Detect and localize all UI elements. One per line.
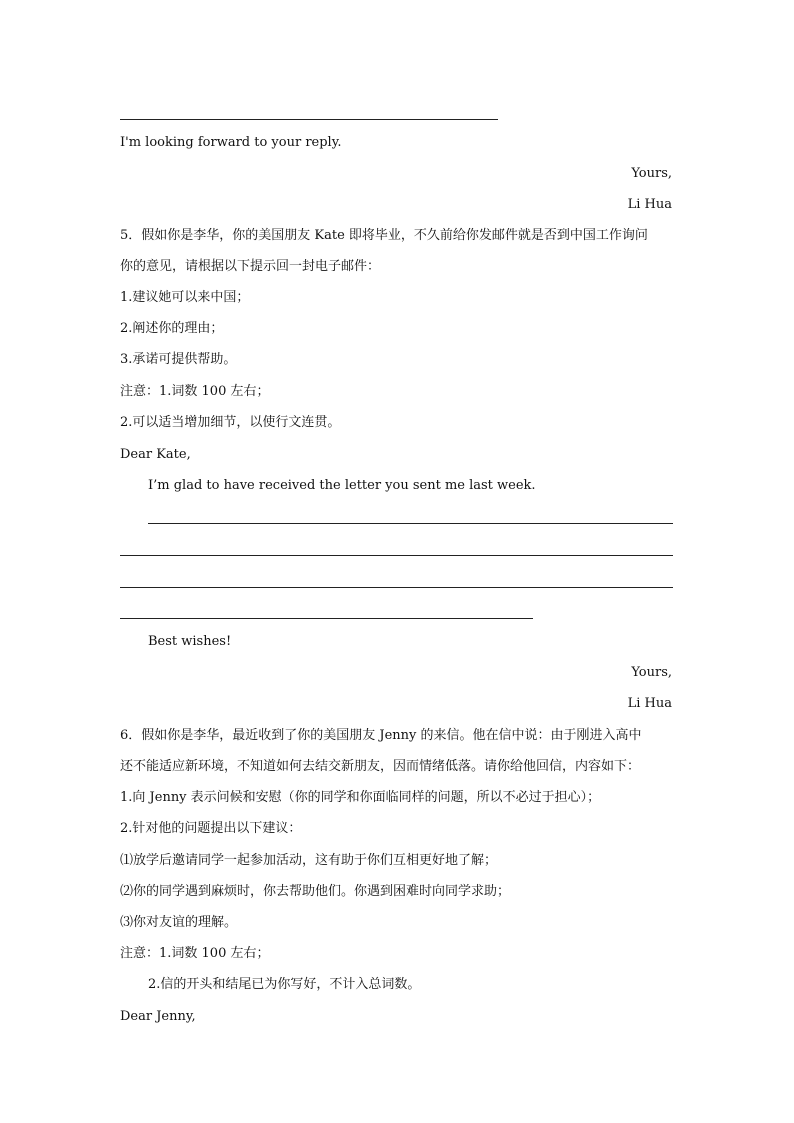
answer-line — [120, 587, 673, 588]
closing-line: I'm looking forward to your reply. — [120, 135, 342, 150]
signoff: Yours, — [631, 166, 672, 181]
answer-line — [120, 555, 673, 556]
q5-signoff: Yours, — [631, 665, 672, 680]
q5-opening: I’m glad to have received the letter you sent me last week. — [148, 478, 536, 493]
answer-line — [148, 523, 673, 524]
q5-point-1: 1.建议她可以来中国； — [120, 290, 250, 305]
q5-note-2: 2.可以适当增加细节，以使行文连贯。 — [120, 415, 341, 430]
answer-line — [120, 119, 498, 120]
q6-salutation: Dear Jenny, — [120, 1009, 196, 1024]
q6-point-1: 1.向 Jenny 表示问候和安慰（你的同学和你面临同样的问题，所以不必过于担心）； — [120, 790, 601, 805]
q6-prompt-line2: 还不能适应新环境，不知道如何去结交新朋友，因而情绪低落。请你给他回信，内容如下： — [120, 759, 641, 774]
q5-point-2: 2.阐述你的理由； — [120, 321, 224, 336]
q5-prompt-line1: 5．假如你是李华，你的美国朋友 Kate 即将毕业，不久前给你发邮件就是否到中国工作询问 — [120, 228, 648, 243]
q5-note-1: 注意：1.词数 100 左右； — [120, 384, 270, 399]
answer-line — [120, 618, 533, 619]
q6-point-2: 2.针对他的问题提出以下建议： — [120, 821, 302, 836]
q5-signature: Li Hua — [627, 696, 672, 711]
q6-note-1: 注意：1.词数 100 左右； — [120, 946, 270, 961]
q6-note-2: 2.信的开头和结尾已为你写好，不计入总词数。 — [148, 977, 421, 992]
signature: Li Hua — [627, 197, 672, 212]
q5-point-3: 3.承诺可提供帮助。 — [120, 352, 237, 367]
q5-closing: Best wishes! — [148, 634, 232, 649]
q6-prompt-line1: 6．假如你是李华，最近收到了你的美国朋友 Jenny 的来信。他在信中说：由于刚进入高中 — [120, 728, 642, 743]
q6-sub-point-3: ⑶你对友谊的理解。 — [120, 915, 238, 930]
q5-salutation: Dear Kate, — [120, 447, 191, 462]
q5-prompt-line2: 你的意见，请根据以下提示回一封电子邮件： — [120, 259, 381, 274]
q6-sub-point-1: ⑴放学后邀请同学一起参加活动，这有助于你们互相更好地了解； — [120, 853, 498, 868]
q6-sub-point-2: ⑵你的同学遇到麻烦时，你去帮助他们。你遇到困难时向同学求助； — [120, 884, 511, 899]
